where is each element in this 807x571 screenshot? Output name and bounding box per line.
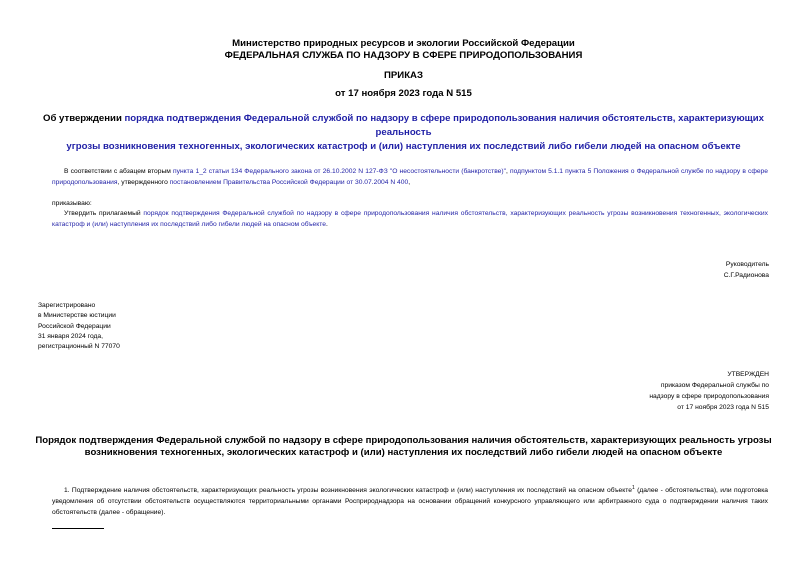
procedure-text: (далее - обстоятельства), или подготовка уведомления об отсутствии обстоятельств осуществляются территориальными органами Росприроднадзора на основании обращений конкурсного управляющего или арбитражного суда о подтверждении наличия таких обстоятельств (далее - обращение). bbox=[52, 487, 769, 517]
registration-line: в Министерстве юстиции bbox=[38, 312, 116, 320]
doc-type: ПРИКАЗ bbox=[384, 70, 423, 81]
order-title-link-line2[interactable]: угрозы возникновения техногенных, экологических катастроф и (или) наступления их последствий либо гибели людей на опасном объекте bbox=[66, 141, 741, 152]
signature-block bbox=[724, 259, 769, 281]
ministry-heading: Министерство природных ресурсов и экологии Российской Федерации bbox=[232, 38, 575, 49]
footnote-divider bbox=[52, 528, 104, 529]
procedure-text: 1. Подтверждение наличия обстоятельств, характеризующих реальность угрозы возникновения экологических катастроф и (или) наступления их последствий на опасном объекте bbox=[64, 487, 632, 495]
preamble-text: , bbox=[408, 179, 411, 186]
procedure-link[interactable]: порядок подтверждения Федеральной службой по надзору в сфере природопользования наличия обстоятельств, характеризующих реальность угрозы возникновения техногенных, экологических катастроф и (или) наступления их последствий либо гибели людей на опасном объекте bbox=[52, 210, 768, 228]
procedure-title bbox=[0, 435, 807, 459]
preamble-text: , bbox=[506, 168, 510, 175]
registration-line: 31 января 2024 года, bbox=[38, 332, 104, 340]
order-title-link[interactable]: порядка подтверждения Федеральной службой по надзору в сфере природопользования наличия обстоятельств, характеризующих реальность bbox=[124, 113, 764, 138]
registration-line: Российской Федерации bbox=[38, 322, 111, 330]
registration-line: Зарегистрировано bbox=[38, 302, 96, 309]
procedure-title-line2: возникновения техногенных, экологических катастроф и (или) наступления их последствий либо гибели людей на опасном объекте bbox=[84, 447, 723, 458]
regulation-link[interactable]: подпунктом 5.1.1 пункта 5 Положения о Федеральной службе по надзору в сфере природопользования bbox=[52, 168, 768, 186]
order-paragraph bbox=[52, 208, 768, 230]
footnote-marker[interactable]: 1 bbox=[631, 485, 635, 491]
resolution-link[interactable]: постановлением Правительства Российской Федерации от 30.07.2004 N 400 bbox=[169, 179, 409, 186]
registration-line: регистрационный N 77070 bbox=[38, 343, 120, 351]
doc-date-number: от 17 ноября 2023 года N 515 bbox=[335, 88, 472, 99]
order-title bbox=[40, 112, 767, 154]
approval-line: УТВЕРЖДЕН bbox=[727, 371, 769, 378]
order-word: приказываю: bbox=[52, 200, 92, 207]
order-text: . bbox=[325, 221, 328, 228]
preamble-text: В соответствии с абзацем вторым bbox=[64, 168, 174, 175]
registration-block bbox=[38, 301, 120, 352]
preamble-paragraph bbox=[52, 166, 768, 188]
procedure-title-line1: Порядок подтверждения Федеральной службой по надзору в сфере природопользования наличия обстоятельств, характеризующих реальность угрозы bbox=[35, 435, 772, 446]
preamble-text: , утвержденного bbox=[117, 179, 170, 186]
order-text: Утвердить прилагаемый bbox=[64, 210, 144, 217]
approval-block bbox=[649, 369, 769, 413]
order-title-prefix: Об утверждении bbox=[42, 113, 125, 124]
law-link[interactable]: пункта 1_2 статьи 134 Федерального закона от 26.10.2002 N 127-ФЗ "О несостоятельности (банкротстве)" bbox=[173, 168, 507, 175]
approval-line: от 17 ноября 2023 года N 515 bbox=[677, 404, 769, 411]
signature-name: С.Г.Радионова bbox=[723, 272, 769, 279]
service-heading: ФЕДЕРАЛЬНАЯ СЛУЖБА ПО НАДЗОРУ В СФЕРЕ ПРИРОДОПОЛЬЗОВАНИЯ bbox=[224, 50, 583, 61]
approval-line: приказом Федеральной службы по bbox=[660, 382, 769, 389]
signature-position: Руководитель bbox=[725, 261, 769, 268]
approval-line: надзору в сфере природопользования bbox=[649, 393, 769, 400]
procedure-paragraph-1 bbox=[52, 483, 768, 518]
